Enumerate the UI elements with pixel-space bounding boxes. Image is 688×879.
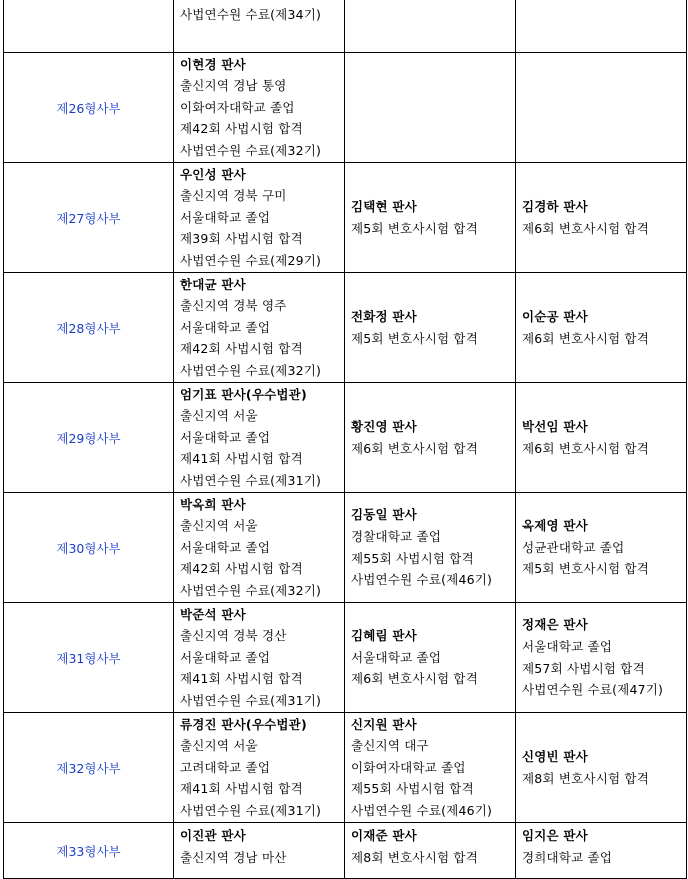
judge-detail: 사법연수원 수료(제32기) xyxy=(180,582,322,598)
judge-detail: 사법연수원 수료(제32기) xyxy=(180,142,322,158)
judge-name: 신영빈 판사 xyxy=(522,748,588,764)
judge-name: 한대균 판사 xyxy=(180,276,246,292)
judge-detail: 제41회 사법시험 합격 xyxy=(180,781,303,797)
judge-detail: 서울대학교 졸업 xyxy=(180,429,271,445)
judge-info-cell xyxy=(345,823,516,879)
judge-detail: 서울대학교 졸업 xyxy=(522,638,613,654)
judge-detail: 제5회 변호사시험 합격 xyxy=(351,330,478,346)
judge-info-cell xyxy=(174,53,345,163)
judge-info-cell xyxy=(174,603,345,713)
table-row xyxy=(4,823,687,879)
judge-detail: 서울대학교 졸업 xyxy=(180,319,271,335)
judge-detail: 제6회 변호사시험 합격 xyxy=(522,220,649,236)
division-name-cell: 제26형사부 xyxy=(4,53,174,163)
table-row xyxy=(4,383,687,493)
judge-name: 김동일 판사 xyxy=(351,507,417,523)
judge-info-cell xyxy=(345,493,516,603)
judge-name: 김택현 판사 xyxy=(351,198,417,214)
judge-info-cell xyxy=(174,0,345,53)
judge-name: 임지은 판사 xyxy=(522,828,588,843)
judge-name: 정재은 판사 xyxy=(522,617,588,633)
judge-name: 이순공 판사 xyxy=(522,308,588,324)
judge-info-cell xyxy=(516,383,687,493)
judge-detail: 제5회 변호사시험 합격 xyxy=(351,220,478,236)
table-row xyxy=(4,53,687,163)
judge-info-cell xyxy=(345,273,516,383)
judge-info-cell xyxy=(345,603,516,713)
judge-detail: 제55회 사법시험 합격 xyxy=(351,550,474,566)
table-row xyxy=(4,163,687,273)
judge-name: 신지원 판사 xyxy=(351,716,417,732)
judge-detail: 사법연수원 수료(제32기) xyxy=(180,362,322,378)
judge-detail: 경희대학교 졸업 xyxy=(522,849,613,865)
judge-info-cell xyxy=(516,273,687,383)
judge-detail: 제42회 사법시험 합격 xyxy=(180,561,303,577)
table-row xyxy=(4,493,687,603)
judge-detail: 출신지역 서울 xyxy=(180,408,258,424)
judge-detail: 출신지역 서울 xyxy=(180,738,258,754)
judge-detail: 사법연수원 수료(제29기) xyxy=(180,252,322,268)
judge-detail: 제42회 사법시험 합격 xyxy=(180,341,303,357)
judge-detail: 서울대학교 졸업 xyxy=(180,539,271,555)
judge-detail: 출신지역 경북 경산 xyxy=(180,628,287,644)
judge-detail: 제5회 변호사시험 합격 xyxy=(522,561,649,577)
table-row xyxy=(4,0,687,53)
judge-detail: 제39회 사법시험 합격 xyxy=(180,231,303,247)
judge-detail: 제6회 변호사시험 합격 xyxy=(522,330,649,346)
judge-detail: 제6회 변호사시험 합격 xyxy=(522,440,649,456)
judge-name: 전화정 판사 xyxy=(351,308,417,324)
judge-name: 황진영 판사 xyxy=(351,418,417,434)
judge-info-cell xyxy=(516,823,687,879)
table-row xyxy=(4,713,687,823)
judge-detail: 제55회 사법시험 합격 xyxy=(351,781,474,797)
judge-detail: 사법연수원 수료(제34기) xyxy=(180,7,322,22)
judge-info-cell xyxy=(345,53,516,163)
judge-detail: 경찰대학교 졸업 xyxy=(351,528,442,544)
judge-info-cell xyxy=(345,0,516,53)
judge-detail: 출신지역 경남 마산 xyxy=(180,849,287,865)
judge-info-cell xyxy=(174,713,345,823)
division-name-cell: 제27형사부 xyxy=(4,163,174,273)
judge-name: 박준석 판사 xyxy=(180,606,246,622)
judge-detail: 서울대학교 졸업 xyxy=(180,649,271,665)
judge-info-cell xyxy=(345,163,516,273)
judge-detail: 출신지역 경북 구미 xyxy=(180,188,287,204)
judge-detail: 사법연수원 수료(제31기) xyxy=(180,472,322,488)
judge-name: 이진관 판사 xyxy=(180,828,246,843)
judge-info-cell xyxy=(516,0,687,53)
judge-detail: 제57회 사법시험 합격 xyxy=(522,660,645,676)
judge-detail: 사법연수원 수료(제31기) xyxy=(180,692,322,708)
judge-detail: 서울대학교 졸업 xyxy=(351,649,442,665)
judge-name: 박옥희 판사 xyxy=(180,496,246,512)
judge-name: 이재준 판사 xyxy=(351,828,417,843)
judge-detail: 고려대학교 졸업 xyxy=(180,759,271,775)
judge-detail: 사법연수원 수료(제47기) xyxy=(522,682,664,698)
judge-detail: 사법연수원 수료(제46기) xyxy=(351,802,493,818)
judge-detail: 성균관대학교 졸업 xyxy=(522,539,625,555)
division-name-cell: 제28형사부 xyxy=(4,273,174,383)
judge-info-cell xyxy=(516,493,687,603)
division-name-cell: 제29형사부 xyxy=(4,383,174,493)
judge-detail: 제41회 사법시험 합격 xyxy=(180,451,303,467)
judge-detail: 출신지역 서울 xyxy=(180,518,258,534)
judge-info-cell xyxy=(174,823,345,879)
judge-detail: 제41회 사법시험 합격 xyxy=(180,671,303,687)
judge-info-cell xyxy=(174,383,345,493)
judge-detail: 제6회 변호사시험 합격 xyxy=(351,440,478,456)
judge-info-cell xyxy=(174,273,345,383)
judge-detail: 사법연수원 수료(제31기) xyxy=(180,802,322,818)
judge-detail: 이화여자대학교 졸업 xyxy=(180,99,295,115)
division-name-cell: 제33형사부 xyxy=(4,823,174,879)
division-name-cell: 제32형사부 xyxy=(4,713,174,823)
judge-detail: 서울대학교 졸업 xyxy=(180,209,271,225)
division-name-cell: 제31형사부 xyxy=(4,603,174,713)
judges-table xyxy=(3,0,687,879)
judge-name: 엄기표 판사(우수법관) xyxy=(180,386,307,402)
table-row xyxy=(4,603,687,713)
judge-info-cell xyxy=(516,163,687,273)
judge-detail: 제8회 변호사시험 합격 xyxy=(522,770,649,786)
judge-info-cell xyxy=(516,603,687,713)
judge-detail: 제42회 사법시험 합격 xyxy=(180,121,303,137)
judge-detail: 이화여자대학교 졸업 xyxy=(351,759,466,775)
judge-info-cell xyxy=(516,713,687,823)
division-name-cell xyxy=(4,0,174,53)
judge-detail: 출신지역 경북 영주 xyxy=(180,298,287,314)
judge-name: 이현경 판사 xyxy=(180,56,246,72)
judge-detail: 출신지역 경남 통영 xyxy=(180,78,287,94)
judge-name: 류경진 판사(우수법관) xyxy=(180,716,307,732)
judge-name: 김혜림 판사 xyxy=(351,628,417,644)
judge-info-cell xyxy=(345,383,516,493)
judge-detail: 제8회 변호사시험 합격 xyxy=(351,849,478,865)
judge-info-cell xyxy=(174,493,345,603)
judge-detail: 사법연수원 수료(제46기) xyxy=(351,572,493,588)
division-name-cell: 제30형사부 xyxy=(4,493,174,603)
judge-detail: 제6회 변호사시험 합격 xyxy=(351,671,478,687)
judge-name: 옥제영 판사 xyxy=(522,518,588,534)
judge-info-cell xyxy=(516,53,687,163)
judge-detail: 출신지역 대구 xyxy=(351,738,429,754)
judge-name: 김경하 판사 xyxy=(522,198,588,214)
judge-info-cell xyxy=(345,713,516,823)
judge-name: 박선임 판사 xyxy=(522,418,588,434)
table-row xyxy=(4,273,687,383)
judge-name: 우인성 판사 xyxy=(180,166,246,182)
judge-info-cell xyxy=(174,163,345,273)
